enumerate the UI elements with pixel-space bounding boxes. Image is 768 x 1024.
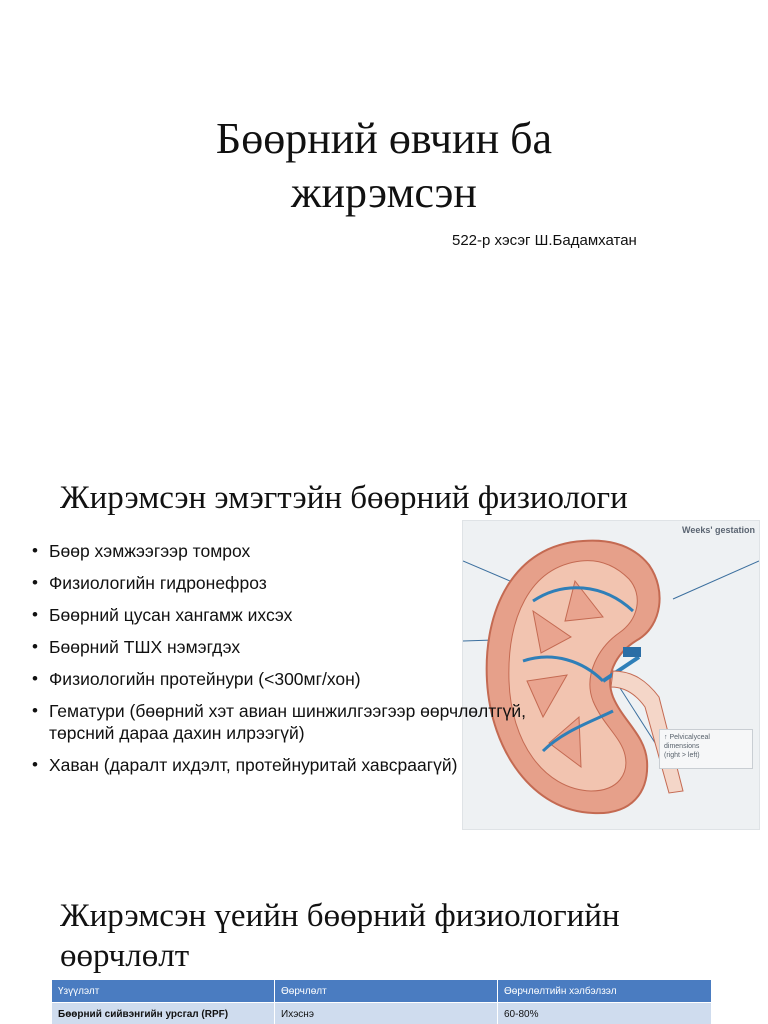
bullet-list — [32, 540, 532, 786]
list-item: • Бөөрний цусан хангамж ихсэх — [32, 604, 532, 626]
title-slide — [0, 0, 768, 440]
list-item: • Физиологийн гидронефроз — [32, 572, 532, 594]
table-cell: Бөөрний сийвэнгийн урсгал (RPF) — [52, 1003, 275, 1024]
list-item: • Гематури (бөөрний хэт авиан шинжилгээгээр өөрчлөлтгүй, төрсний дараа дахин илрээгүй) — [32, 700, 532, 744]
table-cell: 60-80% — [498, 1003, 712, 1024]
slide-title — [0, 112, 768, 220]
figure-note: ↑ Pelvicalyceal dimensions (right > left) — [659, 729, 753, 769]
figure-caption: Weeks' gestation — [682, 525, 755, 535]
slide-title-line2: жирэмсэн — [291, 168, 477, 217]
table-header-row — [52, 980, 712, 1003]
slide-title-line1: Бөөрний өвчин ба — [215, 114, 553, 163]
physiology-slide — [0, 440, 768, 840]
column-header: Үзүүлэлт — [52, 980, 275, 1003]
changes-slide — [0, 840, 768, 1024]
column-header: Өөрчлөлт — [275, 980, 498, 1003]
slide-title: Жирэмсэн үеийн бөөрний физиологийн өөрчлөлт — [60, 898, 620, 974]
table-row — [52, 1003, 712, 1024]
list-item: • Бөөрний ТШХ нэмэгдэх — [32, 636, 532, 658]
table-cell: Ихэснэ — [275, 1003, 498, 1024]
slide-subtitle: 522-р хэсэг Ш.Бадамхатан — [452, 232, 637, 249]
list-item: • Хаван (даралт ихдэлт, протейнуритай хавсраагүй) — [32, 754, 532, 776]
column-header: Өөрчлөлтийн хэлбэлзэл — [498, 980, 712, 1003]
list-item: • Бөөр хэмжээгээр томрох — [32, 540, 532, 562]
changes-table — [52, 980, 712, 1024]
list-item: • Физиологийн протейнури (<300мг/хон) — [32, 668, 532, 690]
slide-title: Жирэмсэн эмэгтэйн бөөрний физиологи — [60, 480, 628, 516]
